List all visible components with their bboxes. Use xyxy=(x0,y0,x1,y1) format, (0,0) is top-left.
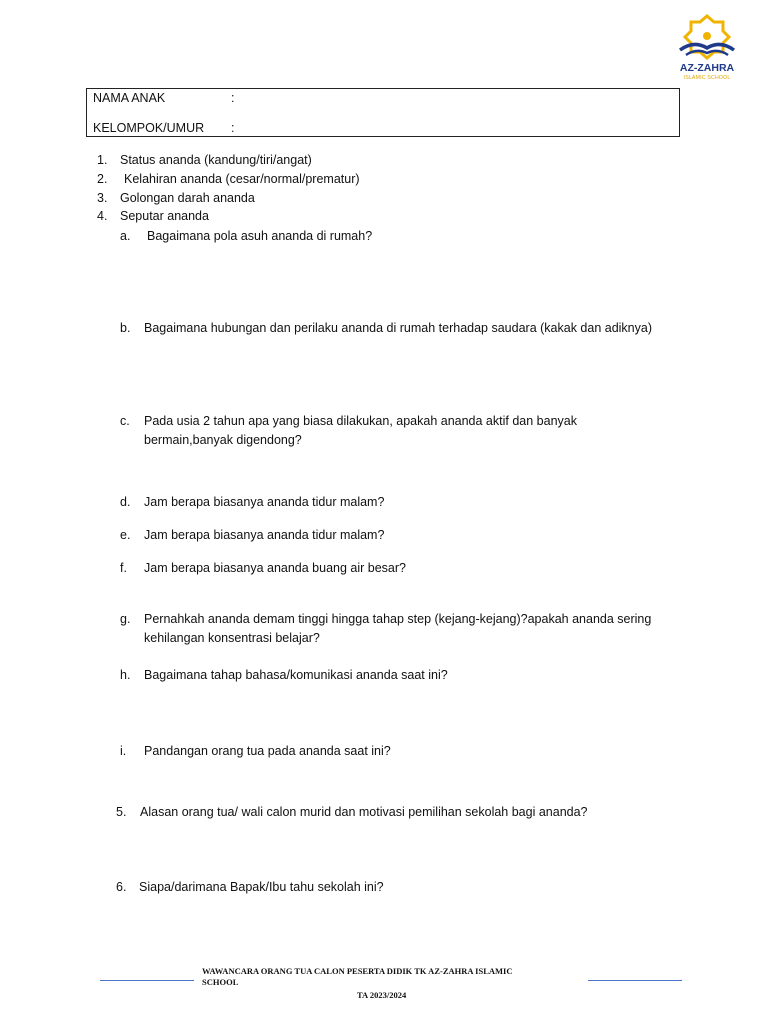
footer-title-line2: SCHOOL xyxy=(202,977,239,987)
item-number: 4. xyxy=(97,209,108,223)
item-number: 2. xyxy=(97,172,108,186)
item-text: Alasan orang tua/ wali calon murid dan motivasi pemilihan sekolah bagi ananda? xyxy=(140,805,588,819)
logo-name: AZ-ZAHRA xyxy=(679,62,735,74)
item-number: 5. xyxy=(116,805,127,819)
sub-item-text: Jam berapa biasanya ananda tidur malam? xyxy=(144,495,385,509)
logo-subtitle: ISLAMIC SCHOOL xyxy=(683,75,731,81)
name-label: NAMA ANAK xyxy=(93,91,166,105)
footer-title-line1: WAWANCARA ORANG TUA CALON PESERTA DIDIK TK AZ-ZAHRA ISLAMIC xyxy=(202,966,513,976)
footer-divider-left xyxy=(100,980,194,981)
item-text: Siapa/darimana Bapak/Ibu tahu sekolah ini? xyxy=(139,880,384,894)
item-text: Status ananda (kandung/tiri/angat) xyxy=(120,153,312,167)
sub-item-text: Bagaimana hubungan dan perilaku ananda di rumah terhadap saudara (kakak dan adiknya) xyxy=(144,321,652,335)
school-logo xyxy=(672,12,742,84)
group-label: KELOMPOK/UMUR xyxy=(93,121,205,135)
sub-item-letter: b. xyxy=(120,321,131,335)
sub-item-text: Bagaimana pola asuh ananda di rumah? xyxy=(147,229,373,243)
logo-emblem-icon xyxy=(672,12,742,62)
item-number: 3. xyxy=(97,191,108,205)
sub-item-text: Pandangan orang tua pada ananda saat ini? xyxy=(144,744,391,758)
item-number: 1. xyxy=(97,153,108,167)
sub-item-letter: e. xyxy=(120,528,131,542)
footer-year: TA 2023/2024 xyxy=(357,990,407,1000)
student-info-box xyxy=(86,88,680,137)
sub-item-text: Jam berapa biasanya ananda tidur malam? xyxy=(144,528,385,542)
item-text: Golongan darah ananda xyxy=(120,191,255,205)
name-colon: : xyxy=(231,91,235,105)
item-text: Kelahiran ananda (cesar/normal/prematur) xyxy=(124,172,360,186)
item-number: 6. xyxy=(116,880,127,894)
footer-divider-right xyxy=(588,980,682,981)
sub-item-text-line1: Pada usia 2 tahun apa yang biasa dilakukan, apakah ananda aktif dan banyak xyxy=(144,414,577,428)
sub-item-letter: i. xyxy=(120,744,127,758)
sub-item-text-line1: Pernahkah ananda demam tinggi hingga tahap step (kejang-kejang)?apakah ananda sering xyxy=(144,612,652,626)
sub-item-text-line2: bermain,banyak digendong? xyxy=(144,433,302,447)
sub-item-letter: h. xyxy=(120,668,131,682)
sub-item-letter: g. xyxy=(120,612,131,626)
sub-item-text-line2: kehilangan konsentrasi belajar? xyxy=(144,631,320,645)
group-colon: : xyxy=(231,121,235,135)
item-text: Seputar ananda xyxy=(120,209,209,223)
sub-item-letter: f. xyxy=(120,561,127,575)
sub-item-letter: d. xyxy=(120,495,131,509)
sub-item-letter: c. xyxy=(120,414,130,428)
sub-item-letter: a. xyxy=(120,229,131,243)
sub-item-text: Jam berapa biasanya ananda buang air besar? xyxy=(144,561,406,575)
sub-item-text: Bagaimana tahap bahasa/komunikasi ananda saat ini? xyxy=(144,668,448,682)
